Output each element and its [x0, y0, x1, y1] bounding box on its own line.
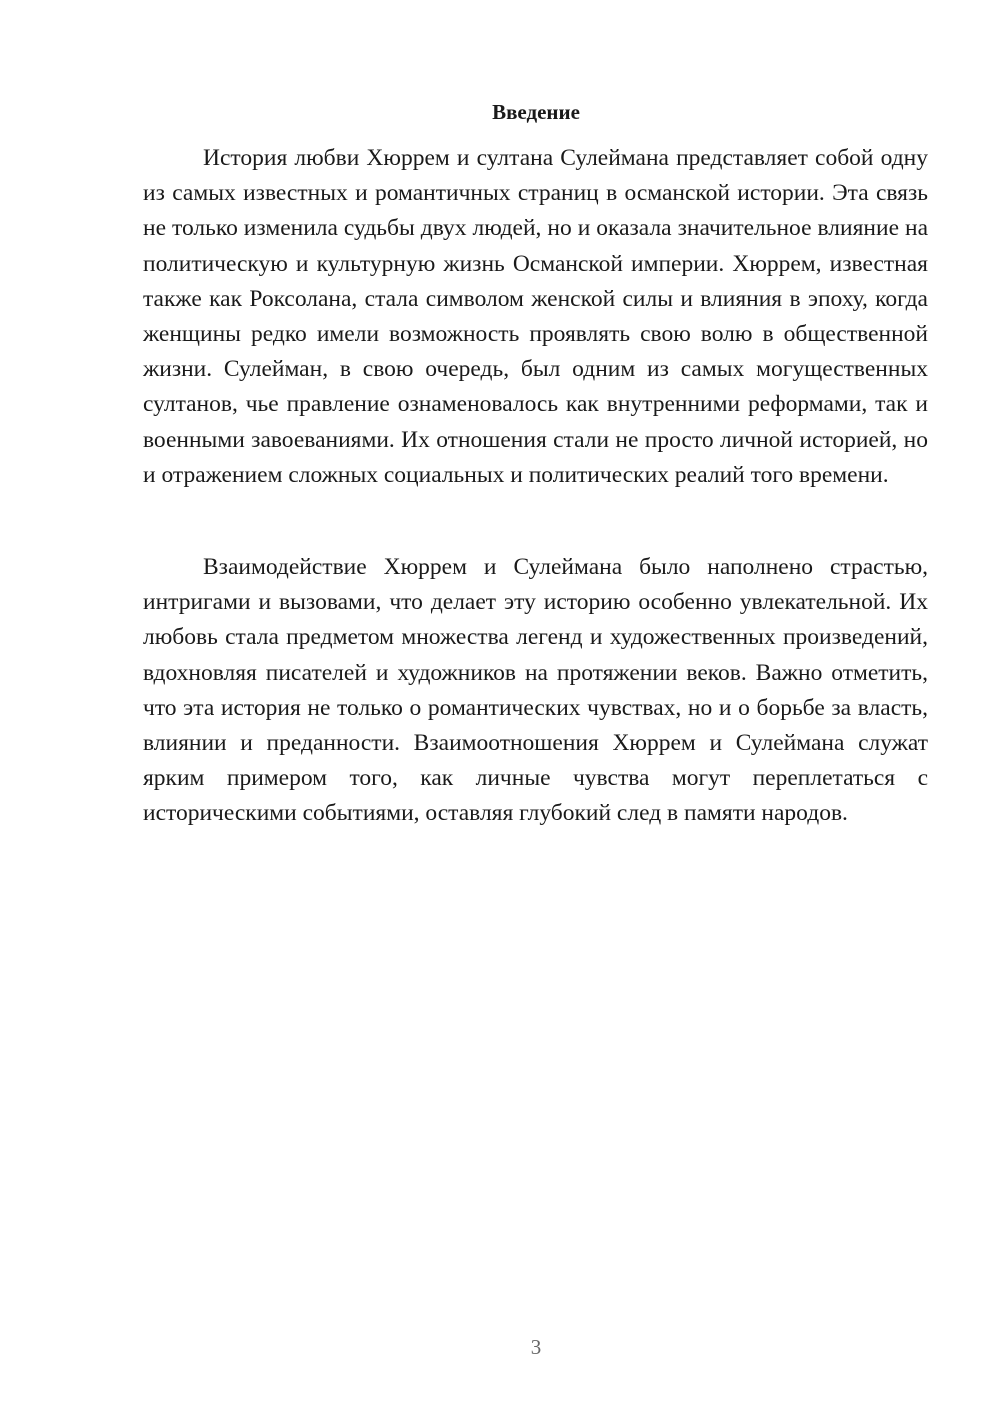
page-number: 3 [530, 1335, 542, 1359]
section-heading: Введение [492, 100, 580, 124]
body-paragraph-1: История любви Хюррем и султана Сулеймана представляет собой одну из самых известных и романтичных страниц в османской истории. Эта связь не только изменила судьбы двух людей, но и оказала значительное влияние на политическую и культурную жизнь Османской империи. Хюррем, известная также как Роксолана, стала символом женской силы и влияния в эпоху, когда женщины редко имели возможность проявлять свою волю в общественной жизни. Сулейман, в свою очередь, был одним из самых могущественных султанов, чье правление ознаменовалось как внутренними реформами, так и военными завоеваниями. Их отношения стали не просто личной историей, но и отражением сложных социальных и политических реалий того времени. [143, 145, 928, 488]
body-paragraph-2: Взаимодействие Хюррем и Сулеймана было наполнено страстью, интригами и вызовами, что делает эту историю особенно увлекательной. Их любовь стала предметом множества легенд и художественных произведений, вдохновляя писателей и художников на протяжении веков. Важно отметить, что эта история не только о романтических чувствах, но и о борьбе за власть, влиянии и преданности. Взаимоотношения Хюррем и Сулеймана служат ярким примером того, как личные чувства могут переплетаться с историческими событиями, оставляя глубокий след в памяти народов. [143, 554, 928, 827]
